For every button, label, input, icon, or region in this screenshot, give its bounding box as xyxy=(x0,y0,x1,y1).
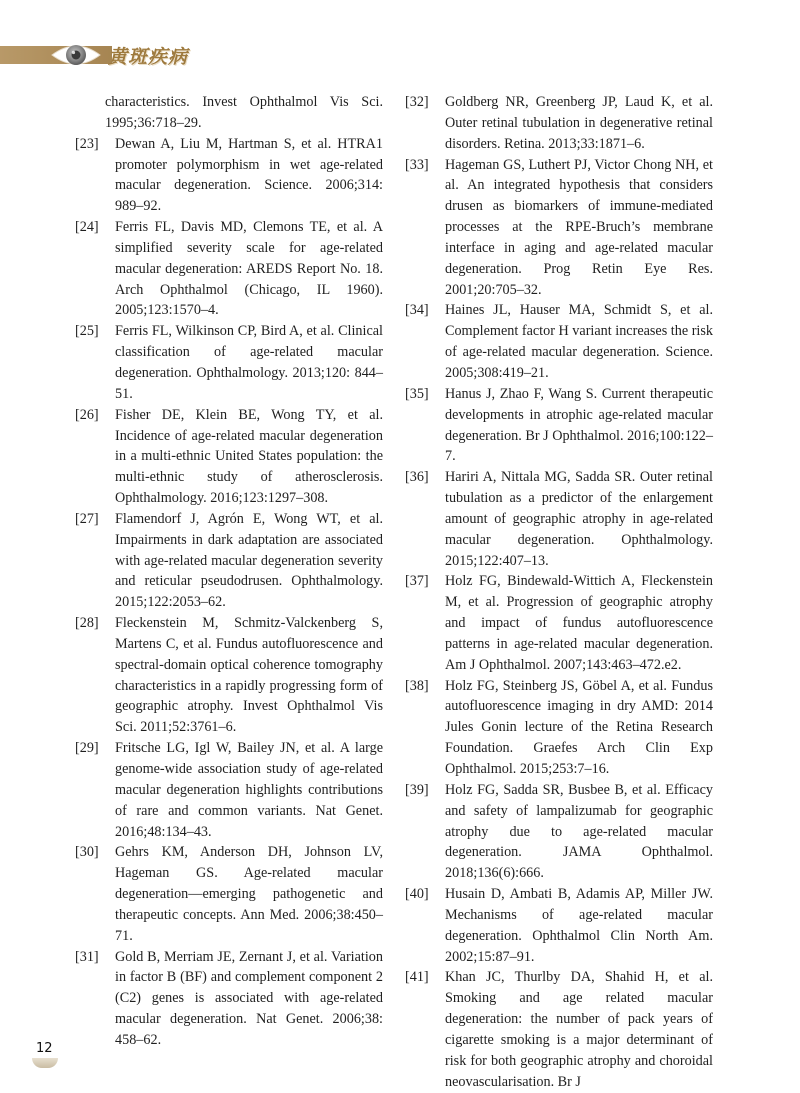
reference-item xyxy=(75,217,383,321)
reference-item xyxy=(405,300,713,383)
reference-text: Hariri A, Nittala MG, Sadda SR. Outer retinal tubulation as a predictor of the enlargement amount of geographic atrophy in age-related macular degeneration. Ophthalmology. 2015;122:407–13. xyxy=(445,469,713,569)
reference-text: Ferris FL, Davis MD, Clemons TE, et al. A simplified severity scale for age-related macular degeneration: AREDS Report No. 18. Arch Ophthalmol (Chicago, IL 1960). 2005;123:1570–4. xyxy=(115,219,383,319)
reference-number: [27] xyxy=(75,510,99,527)
reference-number: [33] xyxy=(405,156,429,173)
reference-number: [35] xyxy=(405,385,429,402)
reference-text: Holz FG, Steinberg JS, Göbel A, et al. Fundus autofluorescence imaging in dry AMD: 2014 Jules Gonin lecture of the Retina Research Foundation. Graefes Arch Clin Exp Ophthalmol. 2015;253:7–16. xyxy=(445,677,713,777)
reference-text: Ferris FL, Wilkinson CP, Bird A, et al. Clinical classification of age-related macular degeneration. Ophthalmology. 2013;120: 844–51. xyxy=(115,323,383,402)
right-column xyxy=(405,92,713,1093)
reference-item xyxy=(405,676,713,780)
reference-number: [25] xyxy=(75,323,99,340)
reference-continuation xyxy=(75,92,383,134)
reference-number: [24] xyxy=(75,219,99,236)
reference-item xyxy=(75,405,383,509)
reference-text: Hageman GS, Luthert PJ, Victor Chong NH, et al. An integrated hypothesis that considers drusen as biomarkers of immune-mediated processes at the RPE-Bruch’s membrane interface in aging and age-related macular degeneration. Prog Retin Eye Res. 2001;20:705–32. xyxy=(445,156,713,298)
reference-item xyxy=(405,384,713,467)
reference-number: [40] xyxy=(405,886,429,903)
reference-text: Goldberg NR, Greenberg JP, Laud K, et al. Outer retinal tubulation in degenerative retinal disorders. Retina. 2013;33:1871–6. xyxy=(445,94,713,152)
reference-text: characteristics. Invest Ophthalmol Vis Sci. 1995;36:718–29. xyxy=(105,94,383,131)
reference-item xyxy=(405,884,713,967)
reference-text: Dewan A, Liu M, Hartman S, et al. HTRA1 promoter polymorphism in wet age-related macular degeneration. Science. 2006;314: 989–92. xyxy=(115,135,383,215)
reference-text: Fritsche LG, Igl W, Bailey JN, et al. A large genome-wide association study of age-related macular degeneration highlights contributions of rare and common variants. Nat Genet. 2016;48:134–43. xyxy=(115,740,383,840)
section-title: 黄斑疾病 xyxy=(108,46,189,68)
reference-text: Gold B, Merriam JE, Zernant J, et al. Variation in factor B (BF) and complement component 2 (C2) genes is associated with age-related macular degeneration. Nat Genet. 2006;38: 458–62. xyxy=(115,948,383,1048)
reference-text: Fleckenstein M, Schmitz-Valckenberg S, Martens C, et al. Fundus autofluorescence and spectral-domain optical coherence tomography characteristics in a rapidly progressing form of geographic atrophy. Invest Ophthalmol Vis Sci. 2011;52:3761–6. xyxy=(115,615,383,736)
reference-number: [36] xyxy=(405,469,429,486)
left-column xyxy=(75,92,383,1051)
reference-number: [28] xyxy=(75,615,99,632)
reference-number: [29] xyxy=(75,740,99,757)
reference-number: [31] xyxy=(75,948,99,965)
reference-number: [38] xyxy=(405,677,429,694)
reference-number: [30] xyxy=(75,844,99,861)
reference-item xyxy=(75,134,383,217)
reference-number: [34] xyxy=(405,302,429,319)
reference-item xyxy=(405,780,713,884)
reference-number: [37] xyxy=(405,573,429,590)
reference-text: Gehrs KM, Anderson DH, Johnson LV, Hageman GS. Age-related macular degeneration—emerging pathogenetic and therapeutic concepts. Ann Med. 2006;38:450–71. xyxy=(115,844,383,944)
reference-text: Flamendorf J, Agrón E, Wong WT, et al. Impairments in dark adaptation are associated with age-related macular degeneration severity and reticular pseudodrusen. Ophthalmology. 2015;122:2053–62. xyxy=(115,510,383,611)
reference-text: Khan JC, Thurlby DA, Shahid H, et al. Smoking and age related macular degeneration: the number of pack years of cigarette smoking is a major determinant of risk for both geographic atrophy and choroidal neovascularisation. Br J xyxy=(445,969,713,1090)
reference-item xyxy=(405,155,713,301)
reference-text: Holz FG, Bindewald-Wittich A, Fleckenstein M, et al. Progression of geographic atrophy and impact of fundus autofluorescence patterns in age-related macular degeneration. Am J Ophthalmol. 2007;143:463–472.e2. xyxy=(445,573,713,673)
reference-item xyxy=(75,842,383,946)
reference-number: [32] xyxy=(405,94,429,110)
reference-item xyxy=(405,967,713,1092)
reference-item xyxy=(75,738,383,842)
reference-text: Hanus J, Zhao F, Wang S. Current therapeutic developments in atrophic age-related macular degeneration. Br J Ophthalmol. 2016;100:122–7. xyxy=(445,385,713,465)
section-header xyxy=(0,40,200,70)
reference-item xyxy=(75,321,383,404)
eye-icon xyxy=(50,41,102,69)
reference-item xyxy=(405,467,713,571)
reference-number: [23] xyxy=(75,135,99,152)
reference-number: [39] xyxy=(405,781,429,798)
reference-text: Holz FG, Sadda SR, Busbee B, et al. Efficacy and safety of lampalizumab for geographic atrophy due to age-related macular degeneration. JAMA Ophthalmol. 2018;136(6):666. xyxy=(445,781,713,882)
reference-text: Husain D, Ambati B, Adamis AP, Miller JW. Mechanisms of age-related macular degeneration. Ophthalmol Clin North Am. 2002;15:87–91. xyxy=(445,886,713,965)
reference-item xyxy=(75,613,383,738)
reference-number: [26] xyxy=(75,406,99,423)
reference-text: Haines JL, Hauser MA, Schmidt S, et al. Complement factor H variant increases the risk of age-related macular degeneration. Science. 2005;308:419–21. xyxy=(445,302,713,381)
reference-item xyxy=(405,92,713,155)
page-number-decoration xyxy=(32,1058,58,1068)
reference-text: Fisher DE, Klein BE, Wong TY, et al. Incidence of age-related macular degeneration in a multi-ethnic United States population: the multi-ethnic study of atherosclerosis. Ophthalmology. 2016;123:1297–308. xyxy=(115,406,383,507)
reference-number: [41] xyxy=(405,969,429,986)
reference-item xyxy=(75,947,383,1051)
page-number: 12 xyxy=(36,1041,53,1056)
reference-item xyxy=(75,509,383,613)
reference-item xyxy=(405,571,713,675)
